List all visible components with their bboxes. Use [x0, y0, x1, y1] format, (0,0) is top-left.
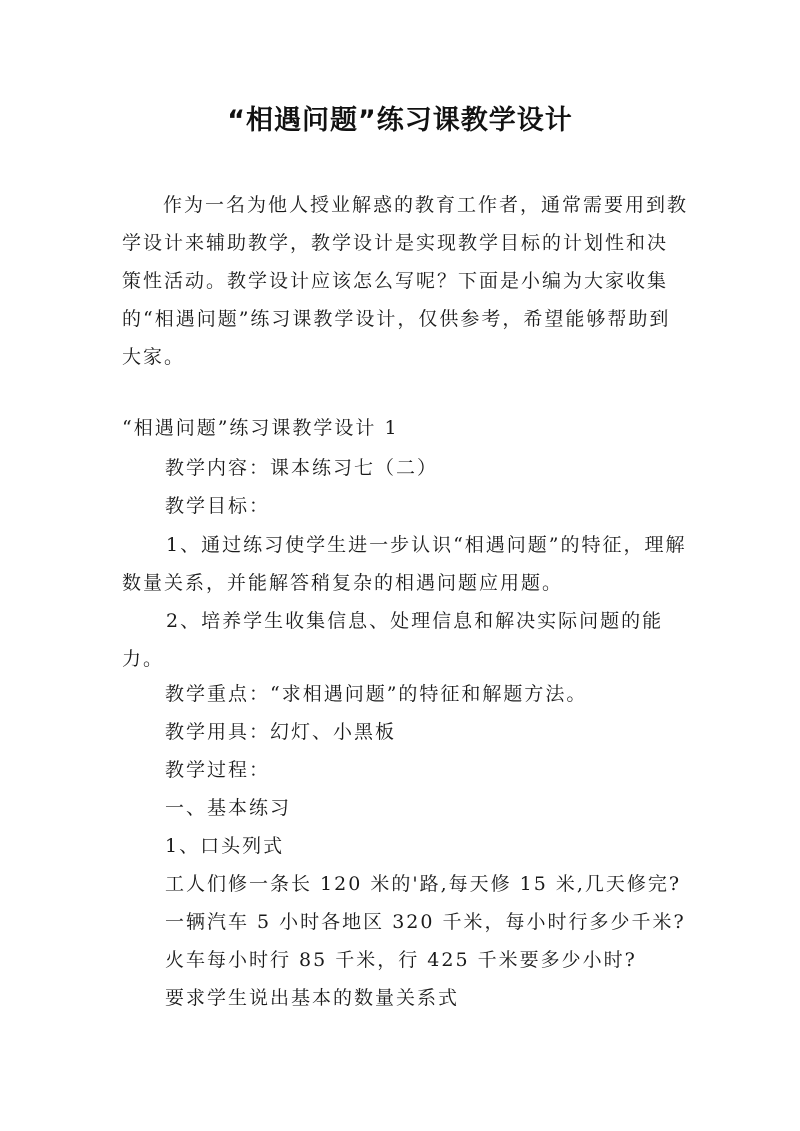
document-title: “相遇问题”练习课教学设计 — [227, 105, 573, 136]
requirement-note: 要求学生说出基本的数量关系式 — [165, 987, 460, 1009]
teaching-goal-2: 2、培养学生收集信息、处理信息和解决实际问题的能力。 — [122, 610, 664, 670]
teaching-key-point: 教学重点：“求相遇问题”的特征和解题方法。 — [165, 683, 588, 705]
item-one-heading: 1、口头列式 — [165, 835, 285, 857]
question-2: 一辆汽车 5 小时各地区 320 千米，每小时行多少千米? — [165, 911, 686, 933]
teaching-goal-1: 1、通过练习使学生进一步认识“相遇问题”的特征，理解数量关系，并能解答稍复杂的相遇问题应用题。 — [122, 534, 687, 594]
teaching-process-label: 教学过程： — [165, 759, 271, 781]
teaching-goals-label: 教学目标： — [165, 495, 271, 517]
teaching-content: 教学内容：课本练习七（二） — [165, 457, 439, 479]
intro-paragraph: 作为一名为他人授业解惑的教育工作者，通常需要用到教学设计来辅助教学，教学设计是实现教学目标的计划性和决策性活动。教学设计应该怎么写呢？下面是小编为大家收集的“相遇问题”练习课教学设计，仅供参考，希望能够帮助到大家。 — [122, 194, 689, 368]
question-1: 工人们修一条长 120 米的'路,每天修 15 米,几天修完? — [165, 873, 682, 895]
part-one-heading: 一、基本练习 — [165, 797, 292, 819]
question-3: 火车每小时行 85 千米，行 425 千米要多少小时? — [165, 949, 637, 971]
teaching-tools: 教学用具：幻灯、小黑板 — [165, 721, 397, 743]
section-heading: “相遇问题”练习课教学设计 1 — [122, 417, 399, 439]
